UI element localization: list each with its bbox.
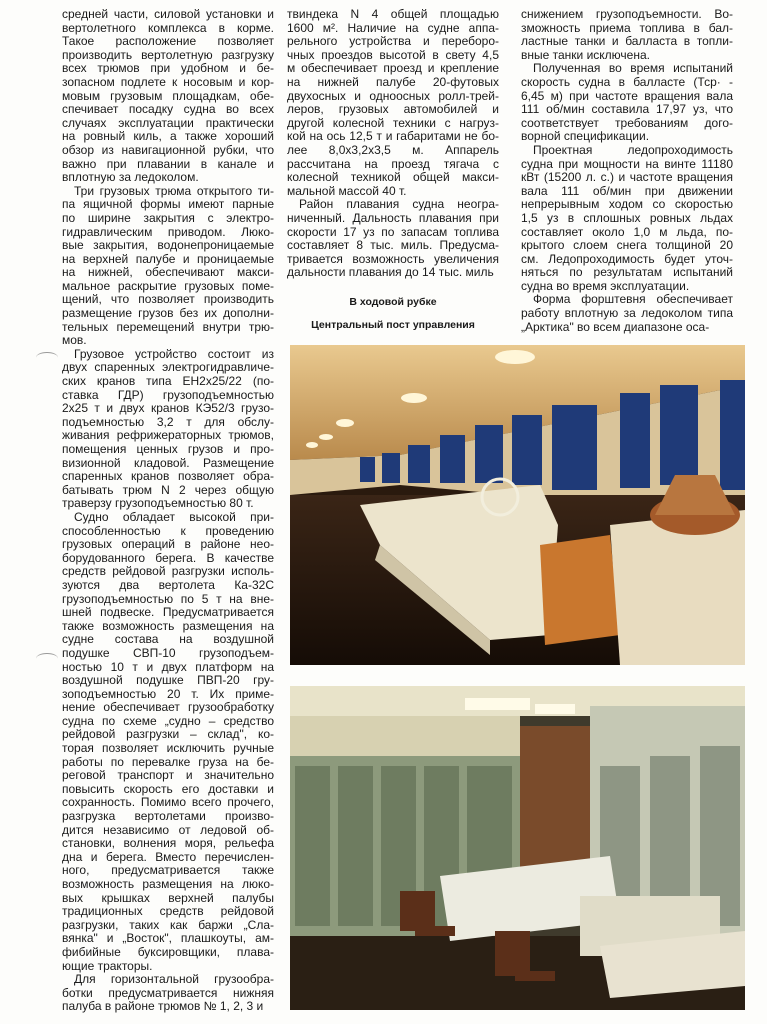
- text-line: составляет 8 тыс. миль. Предусма-: [287, 238, 499, 253]
- text-line: мальное раскрытие грузовых поме-: [62, 278, 274, 293]
- text-line: разгрузка вертолетами произво-: [62, 809, 274, 824]
- text-line: размещение грузов без их дополни-: [62, 306, 274, 321]
- text-line: производить вертолетную разгрузку: [62, 47, 274, 62]
- text-line: Полученная во время испытаний: [533, 61, 733, 76]
- text-line: зможность приема топлива в бал-: [521, 20, 733, 35]
- text-line: ющие тракторы.: [62, 958, 153, 973]
- paragraph: [62, 348, 274, 511]
- text-line: двух спаренных электрогидравличе-: [62, 360, 274, 375]
- text-line: торая позволяет исключить ручные: [62, 741, 274, 756]
- text-line: составляет около 1,0 м льда, по-: [521, 224, 733, 239]
- text-column-3: [521, 8, 733, 334]
- text-line: дится независимо от ледовой об-: [62, 822, 274, 837]
- caption-control-room: Центральный пост управления: [311, 319, 475, 331]
- caption-bridge: В ходовой рубке: [349, 296, 437, 308]
- text-line: „Арктика" во всем диапазоне оса-: [521, 319, 710, 334]
- text-line: на нижней палубе 20-футовых: [287, 74, 499, 89]
- paragraph: [287, 8, 499, 198]
- text-line: другой колесной техники с нагруз-: [287, 115, 499, 130]
- text-line: па ящичной формы имеют парные: [62, 197, 274, 212]
- paragraph: [62, 8, 274, 185]
- text-line: ниченный. Дальность плавания при: [287, 210, 499, 225]
- text-line: также возможность размещения на: [62, 618, 274, 633]
- text-line: Форма форштевня обеспечивает: [533, 292, 733, 307]
- paragraph: [521, 62, 733, 144]
- text-line: рассчитана на проезд тягача с: [287, 156, 499, 171]
- text-line: Такое расположение позволяет: [62, 34, 274, 49]
- text-line: традиционных средств рейдовой: [62, 904, 274, 919]
- text-line: повысить скорость его доставки и: [62, 781, 274, 796]
- text-line: средней части, силовой установки и: [62, 7, 274, 21]
- text-line: работы по перевалке груза на бе-: [62, 754, 274, 769]
- text-line: ских кранов типа ЕН2х25/22 (по-: [62, 374, 274, 389]
- text-line: дальности плавания до 14 тыс. миль: [287, 265, 494, 280]
- text-line: рельного устройства и переборо-: [287, 34, 499, 49]
- text-line: борудованного берега. В качестве: [62, 550, 274, 565]
- text-line: вые закрытия, водонепроницаемые: [62, 238, 274, 253]
- text-line: кой на ось 12,5 т и габаритами не бо-: [287, 129, 499, 144]
- paragraph: [521, 8, 733, 62]
- text-line: ластные танки и балласта в топли-: [521, 34, 733, 49]
- text-line: на нижней, обеспечивают макси-: [62, 265, 274, 280]
- text-line: дна и берега. Вместо перечислен-: [62, 849, 274, 864]
- text-line: фибийные буксировщики, плава-: [62, 944, 274, 959]
- text-line: двухосных и одноосных ролл-трей-: [287, 88, 499, 103]
- text-line: 1600 м². Наличие на судне аппа-: [287, 20, 499, 35]
- text-line: важно при плавании в канале и: [62, 156, 274, 171]
- paragraph: [287, 198, 499, 280]
- scan-mark: [36, 653, 58, 664]
- text-line: грузовых операций в районе нео-: [62, 537, 274, 552]
- text-line: мов.: [62, 333, 87, 348]
- text-line: визионной кладовой. Размещение: [62, 455, 274, 470]
- text-line: воздушной подушке ПВП-20 гру-: [62, 673, 274, 688]
- text-line: зоподъемностью 20 т. Их приме-: [62, 686, 274, 701]
- text-line: тельных перемещений внутри трю-: [62, 319, 274, 334]
- text-line: ботки предусматривается нижняя: [62, 985, 274, 1000]
- text-line: чных проездов высотой в свету 4,5: [287, 47, 499, 62]
- text-line: ворной спецификации.: [521, 129, 650, 144]
- text-line: зуются два вертолета Ка-32С: [62, 577, 274, 592]
- text-line: тривается возможность увеличения: [287, 251, 499, 266]
- text-column-1: [62, 8, 274, 1014]
- text-line: живания рефрижераторных трюмов,: [62, 428, 274, 443]
- text-line: помещения ценных грузов и про-: [62, 442, 274, 456]
- text-line: способленностью к проведению: [62, 523, 274, 538]
- text-line: мовым грузовым площадкам, обе-: [62, 88, 274, 103]
- text-line: вянка" и „Восток", плашкоуты, ам-: [62, 931, 274, 946]
- text-line: на ровный киль, а также хороший: [62, 129, 274, 144]
- text-line: скорости 17 уз по запасам топлива: [287, 224, 499, 239]
- text-line: лее 8,0х3,2х3,5 м. Аппарель: [287, 142, 499, 157]
- paragraph: [521, 144, 733, 294]
- text-line: непрерывным ходом со скоростью: [521, 197, 733, 212]
- text-line: разгрузки, таких как баржи „Сла-: [62, 917, 274, 932]
- text-line: 6,45 м) при частоте вращения вала: [521, 88, 733, 103]
- text-line: скорость судна в балласте (Тср· -: [521, 74, 733, 89]
- text-line: гидравлическим приводом. Люко-: [62, 224, 274, 239]
- text-line: вертолетного комплекса в корме.: [62, 20, 274, 35]
- text-line: 2х25 т и двух кранов КЭ52/3 грузо-: [62, 401, 274, 416]
- text-line: Судно обладает высокой при-: [74, 509, 274, 524]
- text-line: подъемностью 3,2 т для обслу-: [62, 414, 274, 429]
- text-line: спаренных кранов позволяет обра-: [62, 469, 274, 484]
- text-line: судна по схеме „судно – средство: [62, 713, 274, 728]
- text-line: палуба в районе трюмов № 1, 2, 3 и: [62, 999, 264, 1014]
- text-line: соответствует требованиям дого-: [521, 115, 733, 130]
- text-line: Для горизонтальной грузообра-: [74, 972, 274, 987]
- text-line: по ширине закрытия с электро-: [62, 210, 274, 225]
- paragraph: [62, 973, 274, 1014]
- text-line: 111 об/мин составила 17,97 уз, что: [521, 102, 733, 117]
- text-line: няться по результатам испытаний: [521, 265, 733, 280]
- text-line: случаях эксплуатации практически: [62, 115, 274, 130]
- text-line: всех трюмов при удобном и бе-: [62, 61, 274, 76]
- paragraph: [521, 293, 733, 334]
- text-line: 1,5 уз в сплошных ровных льдах: [521, 210, 733, 225]
- text-line: ставка ГДР) грузоподъемностью: [62, 387, 274, 402]
- text-line: твиндека N 4 общей площадью: [287, 7, 499, 21]
- text-line: Грузовое устройство состоит из: [74, 346, 274, 361]
- text-line: вых крышках верхней палубы: [62, 890, 274, 905]
- text-line: работу вплотную за ледоколом типа: [521, 306, 733, 321]
- text-line: мальной массой 40 т.: [287, 183, 407, 198]
- text-line: Три грузовых трюма открытого ти-: [74, 183, 274, 198]
- text-line: спечивает посадку судна во всех: [62, 102, 274, 117]
- text-line: леров, грузовых автомобилей и: [287, 102, 499, 117]
- text-line: нение обеспечивает грузообработку: [62, 700, 274, 715]
- text-column-2: [287, 8, 499, 280]
- text-line: реговой транспорт и значительно: [62, 768, 274, 783]
- text-line: колесной техникой общей макси-: [287, 170, 499, 185]
- text-line: батывать трюм N 2 через общую: [62, 482, 274, 497]
- control-room-photo: [290, 686, 745, 1010]
- text-line: траверзу грузоподъемностью 80 т.: [62, 496, 254, 511]
- text-line: щений, что позволяет производить: [62, 292, 274, 307]
- text-line: возможность размещения на люко-: [62, 877, 274, 891]
- bridge-photo: [290, 345, 745, 665]
- text-line: вные танки исключена.: [521, 47, 650, 62]
- text-line: становки, волнения моря, рельефа: [62, 836, 274, 851]
- text-line: шней подвеске. Предусматривается: [62, 605, 274, 620]
- text-line: грузоподъемностью по 5 т на вне-: [62, 591, 274, 606]
- text-line: сохранность. Помимо всего прочего,: [62, 795, 274, 810]
- scan-mark: [36, 352, 58, 363]
- text-line: на верхней палубе и проницаемые: [62, 251, 274, 266]
- text-line: Район плавания судна неогра-: [299, 197, 499, 212]
- text-line: подушке СВП-10 грузоподъем-: [62, 645, 274, 660]
- text-line: вплотную за ледоколом.: [62, 170, 199, 185]
- text-line: обзор из навигационной рубки, что: [62, 142, 274, 157]
- paragraph: [62, 511, 274, 973]
- text-line: судна при мощности на винте 11180: [521, 156, 733, 171]
- text-line: судне состава на воздушной: [62, 632, 274, 647]
- text-line: см. Ледопроходимость будет уточ-: [521, 251, 733, 266]
- text-line: ного, предусматривается также: [62, 863, 274, 878]
- text-line: кВт (15200 л. с.) и частоте вращения: [521, 170, 733, 185]
- text-line: крытого слоем снега толщиной 20: [521, 238, 733, 253]
- text-line: судна во время эксплуатации.: [521, 278, 690, 293]
- text-line: ностью 10 т и двух платформ на: [62, 659, 274, 674]
- text-line: м обеспечивает проезд и крепление: [287, 61, 499, 76]
- text-line: средств рейдовой разгрузки исполь-: [62, 564, 274, 579]
- text-line: Проектная ледопроходимость: [533, 142, 733, 157]
- text-line: снижением грузоподъемности. Во-: [521, 7, 733, 21]
- text-line: зопасном подлете к носовым и кор-: [62, 74, 274, 89]
- text-line: рейдовой разгрузки – склад", ко-: [62, 727, 274, 742]
- paragraph: [62, 185, 274, 348]
- text-line: вала 111 об/мин при движении: [521, 183, 733, 198]
